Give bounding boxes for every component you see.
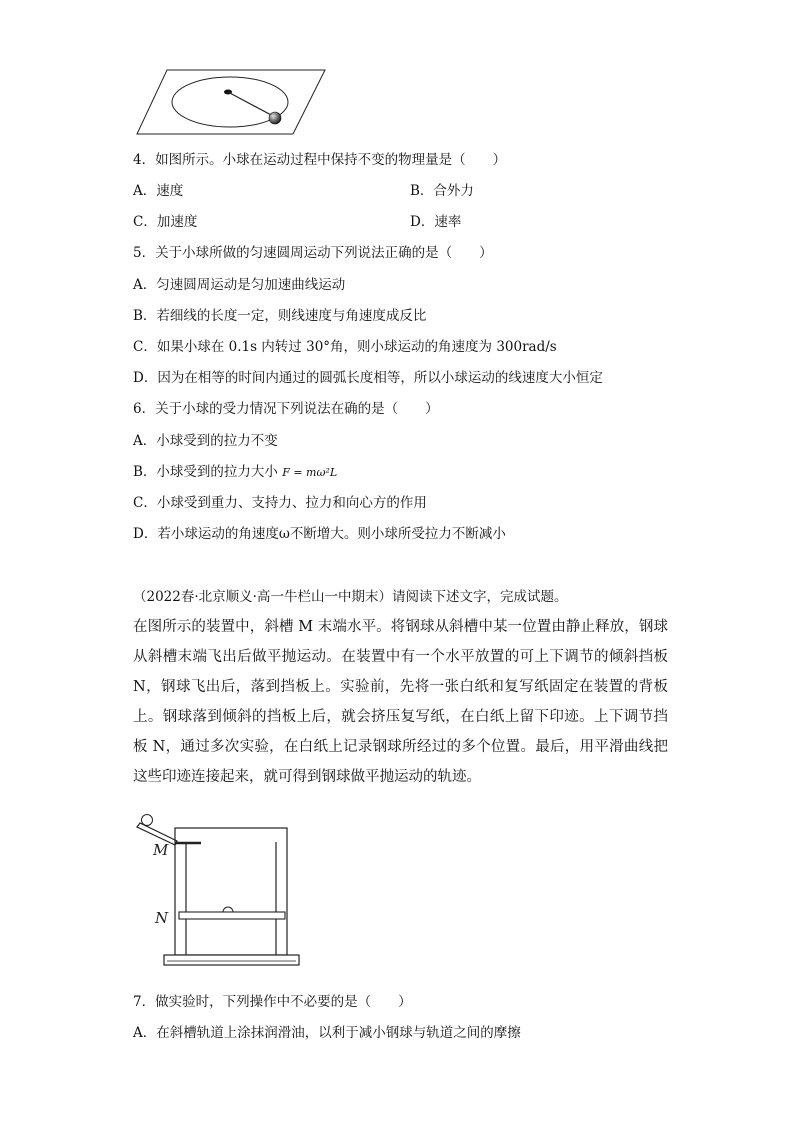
q7-stem: 7．做实验时，下列操作中不必要的是（ ） <box>133 994 412 1010</box>
label-n: N <box>155 909 169 927</box>
q6-option-d: D．若小球运动的角速度ω不断增大。则小球所受拉力不断减小 <box>133 526 506 542</box>
q6-option-b <box>133 462 337 483</box>
steel-ball <box>142 815 153 826</box>
q5-stem: 5．关于小球所做的匀速圆周运动下列说法正确的是（ ） <box>133 245 493 261</box>
q6-stem: 6．关于小球的受力情况下列说法在确的是（ ） <box>133 401 439 417</box>
baffle-n <box>179 912 285 919</box>
source-note: （2022春·北京顺义·高一牛栏山一中期末）请阅读下述文字，完成试题。 <box>133 589 568 605</box>
figure-circular-motion <box>135 68 330 136</box>
q6-option-b-text: B．小球受到的拉力大小 <box>133 464 278 480</box>
ball <box>269 112 281 124</box>
passage <box>133 612 668 792</box>
q4-option-b: B．合外力 <box>410 183 474 199</box>
q4-option-c: C．加速度 <box>133 214 198 230</box>
q5-option-d: D．因为在相等的时间内通过的圆弧长度相等，所以小球运动的线速度大小恒定 <box>133 370 603 386</box>
passage-text: 在图所示的装置中，斜槽 M 末端水平。将钢球从斜槽中某一位置由静止释放，钢球从斜槽末端飞出后做平抛运动。在装置中有一个水平放置的可上下调节的倾斜挡板 N，钢球飞出后，落到挡板上。实验前，先将一张白纸和复写纸固定在装置的背板上。钢球落到倾斜的挡板上后，就会挤压复写纸，在白纸上留下印迹。上下调节挡板 N，通过多次实验，在白纸上记录钢球所经过的多个位置。最后，用平滑曲线把这些印迹连接起来，就可得到钢球做平抛运动的轨迹。 <box>133 619 668 785</box>
ball-mark <box>223 907 233 912</box>
table-plane <box>137 70 325 134</box>
q6-option-c: C．小球受到重力、支持力、拉力和向心方的作用 <box>133 495 427 511</box>
q4-option-d: D．速率 <box>410 214 462 230</box>
q4-stem: 4．如图所示。小球在运动过程中保持不变的物理量是（ ） <box>133 152 507 168</box>
back-board <box>175 828 287 955</box>
q6-option-a: A．小球受到的拉力不变 <box>133 433 278 449</box>
base-plate <box>164 955 299 965</box>
q7-option-a: A．在斜槽轨道上涂抹润滑油，以利于减小钢球与轨道之间的摩擦 <box>133 1025 521 1041</box>
figure-apparatus <box>135 812 310 974</box>
string <box>228 92 273 116</box>
q5-option-b: B．若细线的长度一定，则线速度与角速度成反比 <box>133 308 427 324</box>
label-m: M <box>153 841 169 859</box>
q5-option-c: C．如果小球在 0.1s 内转过 30°角，则小球运动的角速度为 300rad/s <box>133 339 557 355</box>
q4-option-a: A．速度 <box>133 183 184 199</box>
q5-option-a: A．匀速圆周运动是匀加速曲线运动 <box>133 277 346 293</box>
force-formula: F = mω²L <box>282 466 338 479</box>
